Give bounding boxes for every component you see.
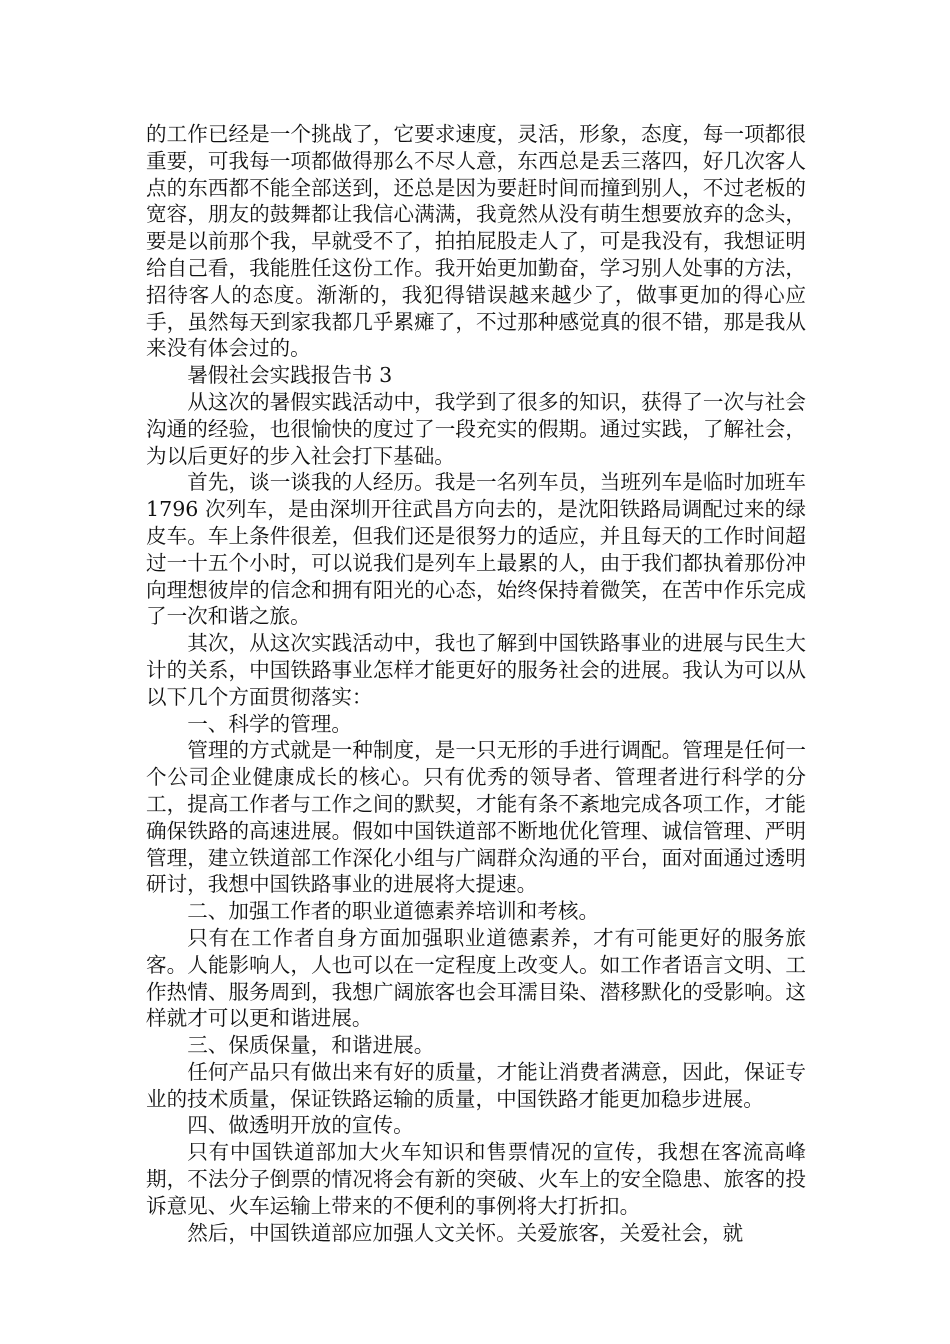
subheading: 一、科学的管理。 <box>187 711 352 736</box>
subheading: 二、加强工作者的职业道德素养培训和考核。 <box>187 899 600 924</box>
paragraph: 其次，从这次实践活动中，我也了解到中国铁路事业的进展与民生大计的关系，中国铁路事业怎样才能更好的服务社会的进展。我认为可以从以下几个方面贯彻落实： <box>146 631 806 709</box>
section-heading: 暑假社会实践报告书 3 <box>187 363 393 388</box>
paragraph: 只有在工作者自身方面加强职业道德素养，才有可能更好的服务旅客。人能影响人，人也可以在一定程度上改变人。如工作者语言文明、工作热情、服务周到，我想广阔旅客也会耳濡目染、潜移默化的受影响。这样就才可以更和谐进展。 <box>146 925 806 1031</box>
document-body <box>146 121 806 1246</box>
paragraph: 从这次的暑假实践活动中，我学到了很多的知识，获得了一次与社会沟通的经验，也很愉快的度过了一段充实的假期。通过实践，了解社会，为以后更好的步入社会打下基础。 <box>146 389 806 468</box>
paragraph: 只有中国铁道部加大火车知识和售票情况的宣传，我想在客流高峰期，不法分子倒票的情况将会有新的突破、火车上的安全隐患、旅客的投诉意见、火车运输上带来的不便利的事例将大打折扣。 <box>146 1140 806 1218</box>
paragraph: 首先，谈一谈我的人经历。我是一名列车员，当班列车是临时加班车 1796 次列车，是由深圳开往武昌方向去的，是沈阳铁路局调配过来的绿皮车。车上条件很差，但我们还是很努力的适应，并且每天的工作时间超过一十五个小时，可以说我们是列车上最累的人，由于我们都执着那份冲向理想彼岸的信念和拥有阳光的心态，始终保持着微笑，在苦中作乐完成了一次和谐之旅。 <box>146 470 806 629</box>
subheading: 四、做透明开放的宣传。 <box>187 1113 414 1138</box>
subheading: 三、保质保量，和谐进展。 <box>187 1033 435 1058</box>
paragraph-continuation: 的工作已经是一个挑战了，它要求速度，灵活，形象，态度，每一项都很重要，可我每一项都做得那么不尽人意，东西总是丢三落四，好几次客人点的东西都不能全部送到，还总是因为要赶时间而撞到别人，不过老板的宽容，朋友的鼓舞都让我信心满满，我竟然从没有萌生想要放弃的念头，要是以前那个我，早就受不了，拍拍屁股走人了，可是我没有，我想证明给自己看，我能胜任这份工作。我开始更加勤奋，学习别人处事的方法，招待客人的态度。渐渐的，我犯得错误越来越少了，做事更加的得心应手，虽然每天到家我都几乎累瘫了，不过那种感觉真的很不错，那是我从来没有体会过的。 <box>146 122 806 361</box>
paragraph: 任何产品只有做出来有好的质量，才能让消费者满意，因此，保证专业的技术质量，保证铁路运输的质量，中国铁路才能更加稳步进展。 <box>146 1059 806 1111</box>
paragraph-truncated: 然后，中国铁道部应加强人文关怀。关爱旅客，关爱社会，就 <box>187 1220 744 1245</box>
paragraph: 管理的方式就是一种制度，是一只无形的手进行调配。管理是任何一个公司企业健康成长的核心。只有优秀的领导者、管理者进行科学的分工，提高工作者与工作之间的默契，才能有条不紊地完成各项工作，才能确保铁路的高速进展。假如中国铁道部不断地优化管理、诚信管理、严明管理，建立铁道部工作深化小组与广阔群众沟通的平台，面对面通过透明研讨，我想中国铁路事业的进展将大提速。 <box>146 738 806 897</box>
